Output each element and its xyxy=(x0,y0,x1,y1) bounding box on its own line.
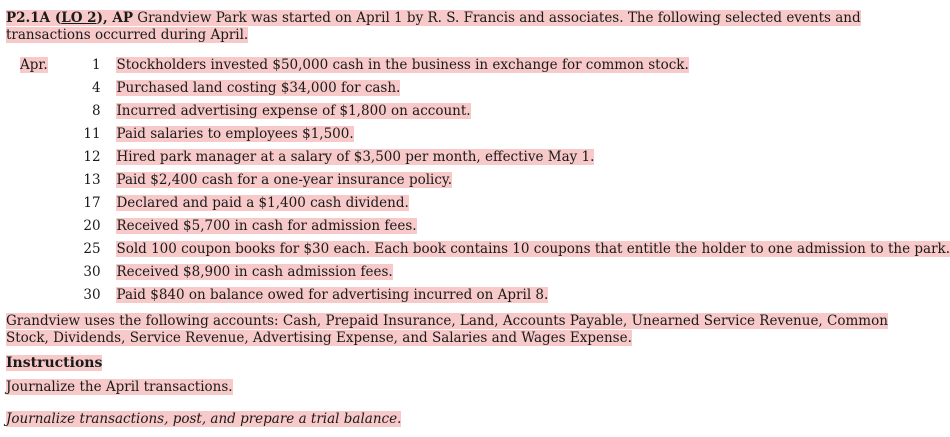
transaction-text: Incurred advertising expense of $1,800 on account. xyxy=(116,102,471,119)
transaction-day: 20 xyxy=(83,217,101,234)
transaction-text: Received $5,700 in cash for admission fees. xyxy=(116,217,417,234)
transaction-row xyxy=(0,214,950,237)
transaction-text: Stockholders invested $50,000 cash in the business in exchange for common stock. xyxy=(116,56,689,73)
accounts-paragraph xyxy=(6,313,926,347)
month-label: Apr. xyxy=(20,56,48,73)
intro-text: Grandview Park was started on April 1 by R. S. Francis and associates. The following selected events and transactions occurred during April. xyxy=(6,10,861,43)
transaction-text: Sold 100 coupon books for $30 each. Each book contains 10 coupons that entitle the holder to one admission to the park. xyxy=(116,240,950,257)
accounts-text: Grandview uses the following accounts: Cash, Prepaid Insurance, Land, Accounts Payable, Unearned Service Revenue, Common Stock, Dividends, Service Revenue, Advertising Expense, and Salaries and Wages Expense. xyxy=(6,313,888,346)
transaction-row xyxy=(0,53,950,76)
problem-id: P2.1A xyxy=(6,10,51,26)
transaction-row xyxy=(0,191,950,214)
lo-prefix: ( xyxy=(50,10,62,26)
learning-objective-link[interactable]: LO 2 xyxy=(61,10,97,26)
transactions-table xyxy=(0,53,950,306)
transaction-text: Paid $840 on balance owed for advertising incurred on April 8. xyxy=(116,286,549,303)
lo-suffix: ), AP xyxy=(96,10,133,26)
transaction-day: 25 xyxy=(83,240,101,257)
transaction-day: 8 xyxy=(92,102,101,119)
transaction-day: 17 xyxy=(83,194,101,211)
transaction-text: Paid salaries to employees $1,500. xyxy=(116,125,354,142)
transaction-day: 1 xyxy=(92,56,101,73)
instructions-heading: Instructions xyxy=(6,355,103,371)
transaction-row xyxy=(0,260,950,283)
transaction-day: 30 xyxy=(83,286,101,303)
transaction-day: 4 xyxy=(92,79,101,96)
transaction-text: Paid $2,400 cash for a one-year insurance policy. xyxy=(116,171,453,188)
transaction-day: 11 xyxy=(83,125,101,142)
transaction-text: Declared and paid a $1,400 cash dividend. xyxy=(116,194,409,211)
transaction-day: 12 xyxy=(83,148,101,165)
transaction-day: 13 xyxy=(83,171,101,188)
instructions-italic-text: Journalize transactions, post, and prepare a trial balance. xyxy=(6,411,402,427)
transaction-row xyxy=(0,168,950,191)
transaction-text: Received $8,900 in cash admission fees. xyxy=(116,263,393,280)
transaction-text: Hired park manager at a salary of $3,500 per month, effective May 1. xyxy=(116,148,595,165)
transaction-text: Purchased land costing $34,000 for cash. xyxy=(116,79,401,96)
transaction-row xyxy=(0,99,950,122)
transaction-row xyxy=(0,76,950,99)
transaction-row xyxy=(0,283,950,306)
transaction-row xyxy=(0,237,950,260)
transaction-row xyxy=(0,122,950,145)
instructions-text: Journalize the April transactions. xyxy=(6,379,233,395)
problem-intro xyxy=(6,10,926,44)
transaction-day: 30 xyxy=(83,263,101,280)
transaction-row xyxy=(0,145,950,168)
